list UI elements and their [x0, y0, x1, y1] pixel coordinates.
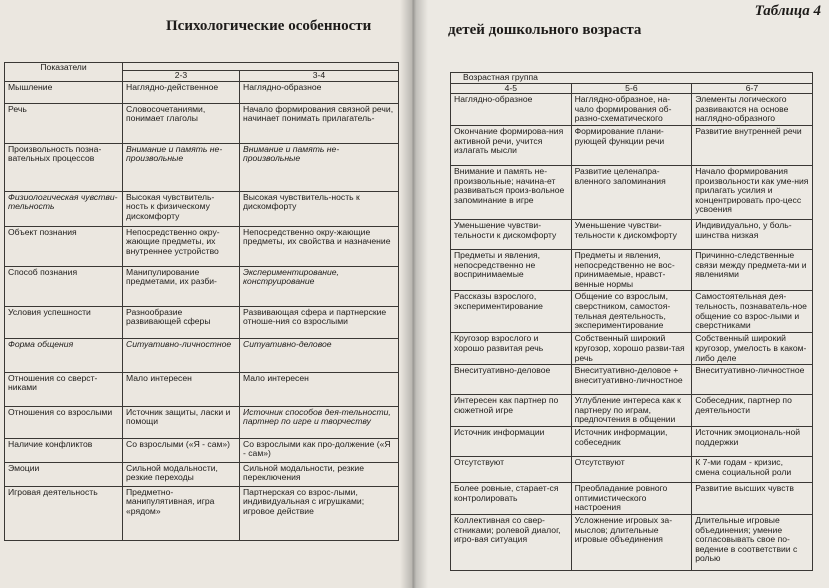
value-cell: Окончание формирова-ния активной речи, учится излагать мысли: [451, 125, 572, 165]
value-cell: Разнообразие развивающей сферы: [123, 306, 240, 338]
value-cell: Экспериментирование, конструирование: [240, 266, 399, 306]
value-cell: Усложнение игровых за-мыслов; длительные игровые объединения: [571, 514, 692, 570]
indicator-cell: Мышление: [5, 81, 123, 103]
indicator-cell: Отношения со взрослыми: [5, 406, 123, 438]
value-cell: Преобладание ровного оптимистического настроения: [571, 483, 692, 515]
value-cell: Мало интересен: [240, 372, 399, 406]
value-cell: Со взрослыми как про-должение («Я - сам»): [240, 438, 399, 462]
value-cell: Предметы и явления, непосредственно не вос-принимаемые, нравст-венные нормы: [571, 249, 692, 290]
indicator-cell: Физиологическая чувстви-тельность: [5, 191, 123, 226]
table-row: [451, 125, 813, 165]
value-cell: Кругозор взрослого и хорошо развитая речь: [451, 333, 572, 365]
value-cell: Причинно-следственные связи между предмета-ми и явлениями: [692, 249, 813, 290]
value-cell: Источник способов дея-тельности, партнер по игре и творчеству: [240, 406, 399, 438]
table-row: [5, 191, 399, 226]
right-page-title: детей дошкольного возраста: [448, 22, 642, 38]
value-cell: Источник информации: [451, 427, 572, 457]
value-cell: Ситуативно-личностное: [123, 338, 240, 372]
value-cell: Начало формирования произвольности как уме-ния прилагать усилия и концентрировать про-цесс усвоения: [692, 165, 813, 219]
value-cell: Уменьшение чувстви-тельности к дискомфорту: [451, 219, 572, 249]
age-group-header: Возрастная группа: [451, 73, 813, 84]
table-row: [451, 483, 813, 515]
table-row: [5, 486, 399, 540]
value-cell: Уменьшение чувстви-тельности к дискомфорту: [571, 219, 692, 249]
table-row: [5, 306, 399, 338]
value-cell: Общение со взрослым, сверстником, самостоя-тельная деятельность, экспериментирование: [571, 291, 692, 333]
indicator-cell: Объект познания: [5, 226, 123, 266]
value-cell: Манипулирование предметами, их разби-: [123, 266, 240, 306]
indicator-cell: Произвольность позна-вательных процессов: [5, 143, 123, 191]
value-cell: Непосредственно окру-жающие предметы, их внутреннее устройство: [123, 226, 240, 266]
value-cell: Более ровные, старает-ся контролировать: [451, 483, 572, 515]
table-row: [5, 266, 399, 306]
value-cell: Мало интересен: [123, 372, 240, 406]
indicator-cell: Способ познания: [5, 266, 123, 306]
indicator-cell: Игровая деятельность: [5, 486, 123, 540]
value-cell: Внеситуативно-деловое + внеситуативно-личностное: [571, 365, 692, 395]
indicator-cell: Наличие конфликтов: [5, 438, 123, 462]
value-cell: Словосочетаниями, понимает глаголы: [123, 103, 240, 143]
age-group-header-blank: [123, 63, 399, 71]
value-cell: Наглядно-образное: [451, 94, 572, 126]
value-cell: Отсутствуют: [451, 457, 572, 483]
value-cell: Предметы и явления, непосредственно не воспринимаемые: [451, 249, 572, 290]
table-row: [451, 165, 813, 219]
table-row: [5, 406, 399, 438]
right-table: [450, 72, 813, 571]
indicator-cell: Речь: [5, 103, 123, 143]
value-cell: Сильной модальности, резкие переключения: [240, 462, 399, 486]
value-cell: Развитие целенапра-вленного запоминания: [571, 165, 692, 219]
value-cell: Развитие внутренней речи: [692, 125, 813, 165]
value-cell: Со взрослыми («Я - сам»): [123, 438, 240, 462]
value-cell: Предметно-манипулятивная, игра «рядом»: [123, 486, 240, 540]
table-row: [5, 226, 399, 266]
table-row: [5, 372, 399, 406]
value-cell: Длительные игровые объединения; умение согласовывать свое по-ведение в соответствии с ролью: [692, 514, 813, 570]
value-cell: Внимание и память не-произвольные; начина-ет развиваться произ-вольное запоминание в игре: [451, 165, 572, 219]
value-cell: Наглядно-образное, на-чало формирования об-разно-схематического: [571, 94, 692, 126]
table-row: [5, 462, 399, 486]
value-cell: Рассказы взрослого, экспериментирование: [451, 291, 572, 333]
age-header-5-6: 5-6: [571, 83, 692, 94]
table-row: [5, 103, 399, 143]
table-row: [451, 427, 813, 457]
indicator-cell: Эмоции: [5, 462, 123, 486]
left-table: [4, 62, 399, 541]
value-cell: Самостоятельная дея-тельность, познаватель-ное общение со взрос-лыми и сверстниками: [692, 291, 813, 333]
value-cell: Углубление интереса как к партнеру по играм, предпочтения в общении: [571, 395, 692, 427]
age-header-4-5: 4-5: [451, 83, 572, 94]
age-header-3-4: 3-4: [240, 71, 399, 82]
value-cell: Источник защиты, ласки и помощи: [123, 406, 240, 438]
value-cell: Внимание и память не-произвольные: [240, 143, 399, 191]
indicator-header: Показатели: [5, 63, 123, 82]
age-header-6-7: 6-7: [692, 83, 813, 94]
value-cell: Элементы логического развиваются на основе наглядно-образного: [692, 94, 813, 126]
table-row: [451, 291, 813, 333]
value-cell: Ситуативно-деловое: [240, 338, 399, 372]
indicator-cell: Форма общения: [5, 338, 123, 372]
value-cell: Начало формирования связной речи, начинает понимать прилагатель-: [240, 103, 399, 143]
value-cell: Сильной модальности, резкие переходы: [123, 462, 240, 486]
left-page: [0, 0, 412, 588]
value-cell: Отсутствуют: [571, 457, 692, 483]
table-row: [451, 333, 813, 365]
table-row: [451, 457, 813, 483]
value-cell: Собеседник, партнер по деятельности: [692, 395, 813, 427]
value-cell: Развивающая сфера и партнерские отноше-ния со взрослыми: [240, 306, 399, 338]
table-row: [451, 365, 813, 395]
value-cell: Источник эмоциональ-ной поддержки: [692, 427, 813, 457]
value-cell: Внеситуативно-личностное: [692, 365, 813, 395]
value-cell: Внимание и память не-произвольные: [123, 143, 240, 191]
value-cell: Собственный широкий кругозор, умелость в каком-либо деле: [692, 333, 813, 365]
value-cell: Наглядно-образное: [240, 81, 399, 103]
table-row: [5, 143, 399, 191]
table-row: [451, 514, 813, 570]
value-cell: Собственный широкий кругозор, хорошо разви-тая речь: [571, 333, 692, 365]
value-cell: Наглядно-действенное: [123, 81, 240, 103]
table-row: [5, 81, 399, 103]
value-cell: Высокая чувствитель-ность к дискомфорту: [240, 191, 399, 226]
value-cell: Формирование плани-рующей функции речи: [571, 125, 692, 165]
table-row: [451, 395, 813, 427]
age-header-2-3: 2-3: [123, 71, 240, 82]
value-cell: Внеситуативно-деловое: [451, 365, 572, 395]
table-row: [5, 438, 399, 462]
table-row: [451, 249, 813, 290]
value-cell: Интересен как партнер по сюжетной игре: [451, 395, 572, 427]
value-cell: Индивидуально, у боль-шинства низкая: [692, 219, 813, 249]
value-cell: Развитие высших чувств: [692, 483, 813, 515]
value-cell: К 7-ми годам - кризис, смена социальной роли: [692, 457, 813, 483]
value-cell: Непосредственно окру-жающие предметы, их свойства и назначение: [240, 226, 399, 266]
value-cell: Коллективная со свер-стниками; ролевой диалог, игро-вая ситуация: [451, 514, 572, 570]
indicator-cell: Отношения со сверст-никами: [5, 372, 123, 406]
left-page-title: Психологические особенности: [166, 18, 372, 34]
indicator-cell: Условия успешности: [5, 306, 123, 338]
value-cell: Партнерская со взрос-лыми, индивидуальная с игрушками; игровое действие: [240, 486, 399, 540]
table-number-label: Таблица 4: [754, 3, 821, 19]
table-row: [451, 94, 813, 126]
value-cell: Источник информации, собеседник: [571, 427, 692, 457]
table-row: [451, 219, 813, 249]
table-row: [5, 338, 399, 372]
value-cell: Высокая чувствитель-ность к физическому дискомфорту: [123, 191, 240, 226]
